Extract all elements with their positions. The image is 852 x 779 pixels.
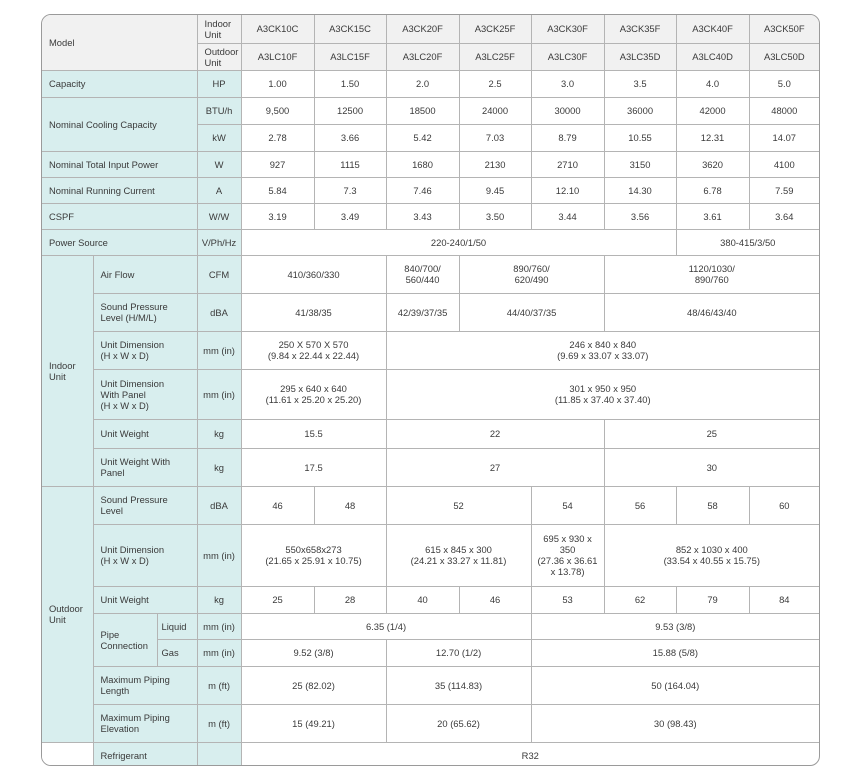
indoor-dimension-unit: mm (in) xyxy=(197,331,241,369)
indoor-weight-panel-value: 27 xyxy=(386,448,604,486)
capacity-value: 2.5 xyxy=(459,70,531,97)
outdoor-sound-value: 58 xyxy=(676,486,749,524)
piping-elevation-value: 15 (49.21) xyxy=(241,704,386,742)
table-row xyxy=(42,97,819,124)
btu-unit: BTU/h xyxy=(197,97,241,124)
table-row xyxy=(42,229,819,255)
air-flow-value: 890/760/ 620/490 xyxy=(459,255,604,293)
outdoor-model: A3LC50D xyxy=(749,43,819,70)
table-row xyxy=(42,70,819,97)
kw-value: 7.03 xyxy=(459,124,531,151)
indoor-model: A3CK40F xyxy=(676,15,749,43)
btu-value: 24000 xyxy=(459,97,531,124)
table-row xyxy=(42,331,819,369)
spec-table-frame xyxy=(41,14,820,766)
outdoor-sound-value: 56 xyxy=(604,486,676,524)
input-power-unit: W xyxy=(197,151,241,177)
outdoor-weight-value: 40 xyxy=(386,586,459,613)
capacity-value: 1.00 xyxy=(241,70,314,97)
capacity-value: 4.0 xyxy=(676,70,749,97)
table-row xyxy=(42,419,819,448)
table-row xyxy=(42,255,819,293)
power-source-unit: V/Ph/Hz xyxy=(197,229,241,255)
indoor-model: A3CK30F xyxy=(531,15,604,43)
running-current-value: 9.45 xyxy=(459,177,531,203)
outdoor-model: A3LC20F xyxy=(386,43,459,70)
indoor-sound-label: Sound Pressure Level (H/M/L) xyxy=(93,293,197,331)
outdoor-weight-value: 62 xyxy=(604,586,676,613)
running-current-value: 7.3 xyxy=(314,177,386,203)
indoor-model: A3CK10C xyxy=(241,15,314,43)
capacity-label: Capacity xyxy=(42,70,197,97)
piping-length-value: 35 (114.83) xyxy=(386,666,531,704)
indoor-model: A3CK35F xyxy=(604,15,676,43)
kw-value: 12.31 xyxy=(676,124,749,151)
running-current-value: 12.10 xyxy=(531,177,604,203)
running-current-value: 7.46 xyxy=(386,177,459,203)
outdoor-model: A3LC40D xyxy=(676,43,749,70)
model-label: Model xyxy=(42,15,197,70)
table-row xyxy=(42,613,819,639)
refrigerant-blank xyxy=(42,742,93,766)
table-row xyxy=(42,666,819,704)
outdoor-model: A3LC25F xyxy=(459,43,531,70)
air-flow-label: Air Flow xyxy=(93,255,197,293)
indoor-weight-panel-unit: kg xyxy=(197,448,241,486)
piping-length-value: 50 (164.04) xyxy=(531,666,819,704)
indoor-unit-label: Indoor Unit xyxy=(197,15,241,43)
outdoor-model: A3LC30F xyxy=(531,43,604,70)
indoor-weight-panel-label: Unit Weight With Panel xyxy=(93,448,197,486)
indoor-weight-value: 25 xyxy=(604,419,819,448)
running-current-value: 7.59 xyxy=(749,177,819,203)
indoor-dimension-panel-value: 295 x 640 x 640 (11.61 x 25.20 x 25.20) xyxy=(241,369,386,419)
table-row xyxy=(42,486,819,524)
refrigerant-label: Refrigerant xyxy=(93,742,197,766)
outdoor-sound-value: 48 xyxy=(314,486,386,524)
indoor-dimension-value: 250 X 570 X 570 (9.84 x 22.44 x 22.44) xyxy=(241,331,386,369)
indoor-sound-value: 42/39/37/35 xyxy=(386,293,459,331)
indoor-dimension-panel-value: 301 x 950 x 950 (11.85 x 37.40 x 37.40) xyxy=(386,369,819,419)
outdoor-sound-value: 60 xyxy=(749,486,819,524)
btu-value: 12500 xyxy=(314,97,386,124)
pipe-liquid-unit: mm (in) xyxy=(197,613,241,639)
input-power-value: 4100 xyxy=(749,151,819,177)
piping-elevation-value: 30 (98.43) xyxy=(531,704,819,742)
input-power-value: 2710 xyxy=(531,151,604,177)
cspf-value: 3.19 xyxy=(241,203,314,229)
outdoor-weight-unit: kg xyxy=(197,586,241,613)
indoor-model: A3CK15C xyxy=(314,15,386,43)
outdoor-unit-label: Outdoor Unit xyxy=(197,43,241,70)
outdoor-sound-value: 54 xyxy=(531,486,604,524)
table-row xyxy=(42,639,819,666)
piping-elevation-value: 20 (65.62) xyxy=(386,704,531,742)
running-current-value: 6.78 xyxy=(676,177,749,203)
outdoor-weight-label: Unit Weight xyxy=(93,586,197,613)
indoor-weight-unit: kg xyxy=(197,419,241,448)
btu-value: 42000 xyxy=(676,97,749,124)
kw-value: 8.79 xyxy=(531,124,604,151)
piping-elevation-label: Maximum Piping Elevation xyxy=(93,704,197,742)
power-source-label: Power Source xyxy=(42,229,197,255)
piping-length-label: Maximum Piping Length xyxy=(93,666,197,704)
specification-table xyxy=(42,15,819,766)
outdoor-weight-value: 53 xyxy=(531,586,604,613)
capacity-value: 3.0 xyxy=(531,70,604,97)
input-power-value: 1680 xyxy=(386,151,459,177)
piping-elevation-unit: m (ft) xyxy=(197,704,241,742)
running-current-label: Nominal Running Current xyxy=(42,177,197,203)
outdoor-weight-value: 46 xyxy=(459,586,531,613)
btu-value: 36000 xyxy=(604,97,676,124)
table-row xyxy=(42,369,819,419)
indoor-weight-panel-value: 30 xyxy=(604,448,819,486)
indoor-dimension-value: 246 x 840 x 840 (9.69 x 33.07 x 33.07) xyxy=(386,331,819,369)
indoor-weight-panel-value: 17.5 xyxy=(241,448,386,486)
cspf-label: CSPF xyxy=(42,203,197,229)
kw-value: 5.42 xyxy=(386,124,459,151)
cspf-value: 3.44 xyxy=(531,203,604,229)
air-flow-value: 1120/1030/ 890/760 xyxy=(604,255,819,293)
outdoor-dimension-label: Unit Dimension (H x W x D) xyxy=(93,524,197,586)
running-current-unit: A xyxy=(197,177,241,203)
kw-value: 2.78 xyxy=(241,124,314,151)
outdoor-group-label: Outdoor Unit xyxy=(42,486,93,742)
cspf-value: 3.50 xyxy=(459,203,531,229)
running-current-value: 14.30 xyxy=(604,177,676,203)
indoor-group-label: Indoor Unit xyxy=(42,255,93,486)
pipe-gas-label: Gas xyxy=(157,639,197,666)
capacity-value: 5.0 xyxy=(749,70,819,97)
pipe-gas-unit: mm (in) xyxy=(197,639,241,666)
indoor-model: A3CK20F xyxy=(386,15,459,43)
capacity-value: 3.5 xyxy=(604,70,676,97)
outdoor-dimension-value: 852 x 1030 x 400 (33.54 x 40.55 x 15.75) xyxy=(604,524,819,586)
indoor-sound-value: 44/40/37/35 xyxy=(459,293,604,331)
table-row xyxy=(42,203,819,229)
cooling-capacity-label: Nominal Cooling Capacity xyxy=(42,97,197,151)
capacity-unit: HP xyxy=(197,70,241,97)
table-row xyxy=(42,742,819,766)
piping-length-value: 25 (82.02) xyxy=(241,666,386,704)
table-row xyxy=(42,586,819,613)
air-flow-value: 410/360/330 xyxy=(241,255,386,293)
cspf-value: 3.61 xyxy=(676,203,749,229)
refrigerant-value: R32 xyxy=(241,742,819,766)
outdoor-sound-value: 52 xyxy=(386,486,531,524)
outdoor-dimension-value: 615 x 845 x 300 (24.21 x 33.27 x 11.81) xyxy=(386,524,531,586)
btu-value: 30000 xyxy=(531,97,604,124)
indoor-sound-value: 41/38/35 xyxy=(241,293,386,331)
cspf-value: 3.64 xyxy=(749,203,819,229)
pipe-liquid-value: 6.35 (1/4) xyxy=(241,613,531,639)
piping-length-unit: m (ft) xyxy=(197,666,241,704)
refrigerant-unit-blank xyxy=(197,742,241,766)
cspf-unit: W/W xyxy=(197,203,241,229)
outdoor-weight-value: 79 xyxy=(676,586,749,613)
input-power-value: 3150 xyxy=(604,151,676,177)
indoor-dimension-label: Unit Dimension (H x W x D) xyxy=(93,331,197,369)
power-source-three-phase: 380-415/3/50 xyxy=(676,229,819,255)
outdoor-weight-value: 25 xyxy=(241,586,314,613)
btu-value: 48000 xyxy=(749,97,819,124)
kw-value: 14.07 xyxy=(749,124,819,151)
kw-value: 3.66 xyxy=(314,124,386,151)
pipe-liquid-label: Liquid xyxy=(157,613,197,639)
cspf-value: 3.43 xyxy=(386,203,459,229)
indoor-model: A3CK25F xyxy=(459,15,531,43)
input-power-label: Nominal Total Input Power xyxy=(42,151,197,177)
indoor-model: A3CK50F xyxy=(749,15,819,43)
cspf-value: 3.49 xyxy=(314,203,386,229)
outdoor-sound-unit: dBA xyxy=(197,486,241,524)
capacity-value: 2.0 xyxy=(386,70,459,97)
pipe-connection-label: Pipe Connection xyxy=(93,613,157,666)
outdoor-weight-value: 28 xyxy=(314,586,386,613)
indoor-sound-unit: dBA xyxy=(197,293,241,331)
outdoor-weight-value: 84 xyxy=(749,586,819,613)
outdoor-model: A3LC15F xyxy=(314,43,386,70)
table-row xyxy=(42,177,819,203)
indoor-dimension-panel-label: Unit Dimension With Panel (H x W x D) xyxy=(93,369,197,419)
kw-value: 10.55 xyxy=(604,124,676,151)
table-row xyxy=(42,293,819,331)
btu-value: 9,500 xyxy=(241,97,314,124)
input-power-value: 2130 xyxy=(459,151,531,177)
pipe-gas-value: 9.52 (3/8) xyxy=(241,639,386,666)
table-row xyxy=(42,151,819,177)
pipe-liquid-value: 9.53 (3/8) xyxy=(531,613,819,639)
input-power-value: 1115 xyxy=(314,151,386,177)
outdoor-sound-value: 46 xyxy=(241,486,314,524)
outdoor-model: A3LC35D xyxy=(604,43,676,70)
kw-unit: kW xyxy=(197,124,241,151)
indoor-sound-value: 48/46/43/40 xyxy=(604,293,819,331)
cspf-value: 3.56 xyxy=(604,203,676,229)
indoor-weight-label: Unit Weight xyxy=(93,419,197,448)
running-current-value: 5.84 xyxy=(241,177,314,203)
capacity-value: 1.50 xyxy=(314,70,386,97)
table-row xyxy=(42,15,819,43)
table-row xyxy=(42,524,819,586)
air-flow-value: 840/700/ 560/440 xyxy=(386,255,459,293)
input-power-value: 927 xyxy=(241,151,314,177)
outdoor-model: A3LC10F xyxy=(241,43,314,70)
table-row xyxy=(42,448,819,486)
btu-value: 18500 xyxy=(386,97,459,124)
table-row xyxy=(42,704,819,742)
pipe-gas-value: 15.88 (5/8) xyxy=(531,639,819,666)
outdoor-dimension-value: 695 x 930 x 350 (27.36 x 36.61 x 13.78) xyxy=(531,524,604,586)
input-power-value: 3620 xyxy=(676,151,749,177)
outdoor-dimension-unit: mm (in) xyxy=(197,524,241,586)
indoor-dimension-panel-unit: mm (in) xyxy=(197,369,241,419)
indoor-weight-value: 15.5 xyxy=(241,419,386,448)
outdoor-dimension-value: 550x658x273 (21.65 x 25.91 x 10.75) xyxy=(241,524,386,586)
outdoor-sound-label: Sound Pressure Level xyxy=(93,486,197,524)
power-source-single-phase: 220-240/1/50 xyxy=(241,229,676,255)
pipe-gas-value: 12.70 (1/2) xyxy=(386,639,531,666)
air-flow-unit: CFM xyxy=(197,255,241,293)
indoor-weight-value: 22 xyxy=(386,419,604,448)
